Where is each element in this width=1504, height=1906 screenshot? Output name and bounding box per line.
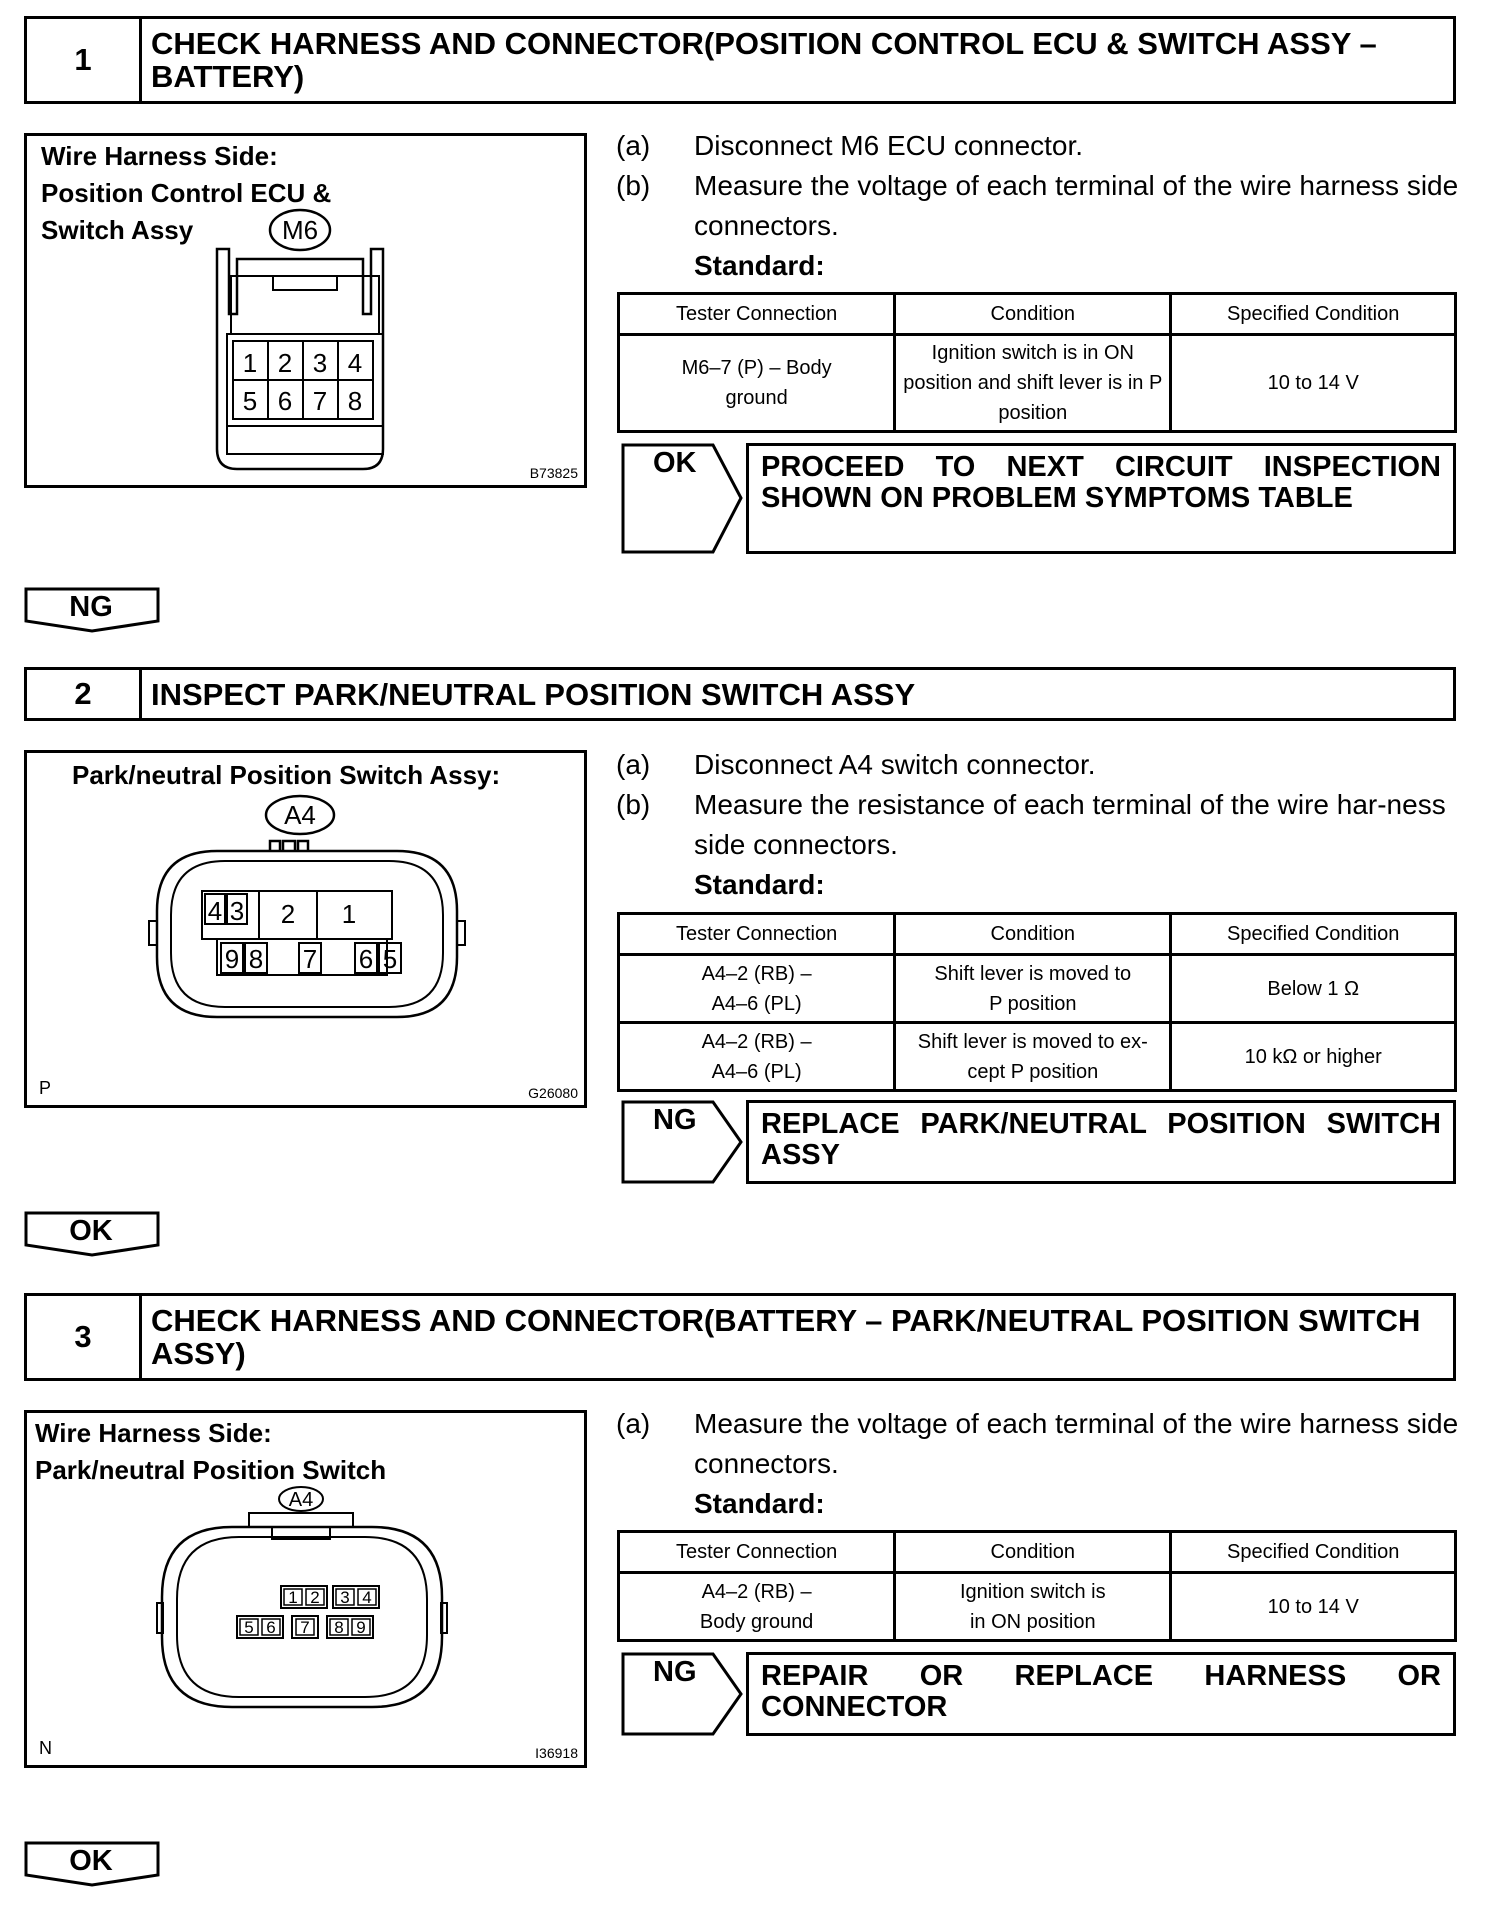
pin-grid	[233, 341, 373, 419]
col-header: Condition	[895, 294, 1171, 335]
col-header: Tester Connection	[619, 914, 895, 955]
figure-tag: P	[39, 1078, 52, 1098]
step-number: 3	[27, 1296, 142, 1378]
pin-label: 7	[300, 1618, 310, 1637]
result-tag: NG	[653, 1104, 697, 1136]
table-cell: A4–2 (RB) – A4–6 (PL)	[619, 955, 895, 1023]
pin-label: 6	[358, 944, 374, 974]
flow-ok: OK	[24, 1841, 164, 1892]
table-cell: 10 kΩ or higher	[1171, 1023, 1456, 1091]
table-cell: Ignition switch is in ON position and shift lever is in P position	[895, 335, 1171, 432]
figure-code: G26080	[528, 1085, 578, 1101]
connector-diagram	[27, 753, 584, 1105]
step-3-figure	[24, 1410, 587, 1768]
pin-label: 5	[382, 944, 398, 974]
standard-label: Standard:	[694, 1488, 825, 1519]
table-row	[619, 1573, 1456, 1641]
pin-label: 7	[302, 944, 318, 974]
table-cell: A4–2 (RB) – Body ground	[619, 1573, 895, 1641]
figure-code: I36918	[535, 1745, 578, 1761]
figure-label: Switch Assy	[41, 215, 194, 245]
table-cell: Ignition switch is in ON position	[895, 1573, 1171, 1641]
step-1-header	[24, 16, 1456, 104]
step-1-result	[621, 443, 1456, 554]
table-cell: Below 1 Ω	[1171, 955, 1456, 1023]
table-header-row	[619, 1532, 1456, 1573]
step-1-figure	[24, 133, 587, 488]
step-title: CHECK HARNESS AND CONNECTOR(POSITION CONTROL ECU & SWITCH ASSY – BATTERY)	[151, 26, 1377, 94]
table-cell: 10 to 14 V	[1171, 1573, 1456, 1641]
figure-label: Position Control ECU &	[41, 178, 332, 208]
pin-label: 8	[347, 386, 363, 416]
pin-label: 5	[244, 1618, 254, 1637]
pin-label: 1	[288, 1588, 298, 1607]
pin-label: 2	[280, 899, 296, 929]
pin-label: 4	[207, 896, 223, 926]
result-text: REPAIR OR REPLACE HARNESS OR CONNECTOR	[746, 1652, 1456, 1736]
flow-ok: OK	[24, 1211, 164, 1262]
standard-label: Standard:	[694, 869, 825, 900]
pin-label: 4	[347, 348, 363, 378]
figure-tag: N	[39, 1738, 52, 1758]
pin-label: 5	[242, 386, 258, 416]
result-tag: OK	[653, 447, 697, 479]
step-3-spec-table	[617, 1530, 1457, 1642]
step-2-instructions	[616, 745, 1466, 905]
pin-label: 8	[248, 944, 264, 974]
step-2-result	[621, 1100, 1456, 1184]
connector-id: M6	[281, 215, 319, 245]
table-row	[619, 1023, 1456, 1091]
pin-label: 2	[310, 1588, 320, 1607]
pin-label: 3	[312, 348, 328, 378]
instruction-a: (a) Disconnect A4 switch connector.	[616, 749, 1096, 780]
figure-code: B73825	[529, 465, 578, 481]
pin-label: 9	[224, 944, 240, 974]
pin-label: 3	[340, 1588, 350, 1607]
col-header: Specified Condition	[1171, 1532, 1456, 1573]
instruction-a: (a) Disconnect M6 ECU connector.	[616, 130, 1084, 161]
col-header: Specified Condition	[1171, 914, 1456, 955]
pin-label: 6	[266, 1618, 276, 1637]
step-2-figure	[24, 750, 587, 1108]
step-number: 2	[27, 670, 142, 718]
step-title: CHECK HARNESS AND CONNECTOR(BATTERY – PARK/NEUTRAL POSITION SWITCH ASSY)	[151, 1303, 1421, 1371]
step-title: INSPECT PARK/NEUTRAL POSITION SWITCH ASSY	[151, 677, 916, 712]
step-1-spec-table	[617, 292, 1457, 433]
table-cell: Shift lever is moved to ex-cept P position	[895, 1023, 1171, 1091]
col-header: Condition	[895, 1532, 1171, 1573]
figure-label: Park/neutral Position Switch	[35, 1455, 387, 1485]
col-header: Condition	[895, 914, 1171, 955]
step-3-result	[621, 1652, 1456, 1736]
col-header: Tester Connection	[619, 294, 895, 335]
table-row	[619, 955, 1456, 1023]
table-cell: Shift lever is moved to P position	[895, 955, 1171, 1023]
table-cell: A4–2 (RB) – A4–6 (PL)	[619, 1023, 895, 1091]
step-number: 1	[27, 19, 142, 101]
result-tag: NG	[653, 1656, 697, 1688]
step-2-spec-table	[617, 912, 1457, 1092]
figure-label: Wire Harness Side:	[35, 1418, 272, 1448]
connector-diagram	[27, 136, 584, 485]
table-cell: 10 to 14 V	[1171, 335, 1456, 432]
pin-label: 7	[312, 386, 328, 416]
pin-grid	[202, 891, 401, 975]
figure-label: Wire Harness Side:	[41, 141, 278, 171]
pin-label: 8	[334, 1618, 344, 1637]
pin-label: 3	[229, 896, 245, 926]
pin-label: 9	[356, 1618, 366, 1637]
pin-label: 1	[242, 348, 258, 378]
pin-label: 6	[277, 386, 293, 416]
col-header: Tester Connection	[619, 1532, 895, 1573]
result-text: PROCEED TO NEXT CIRCUIT INSPECTION SHOWN ON PROBLEM SYMPTOMS TABLE	[746, 443, 1456, 554]
instruction-a: (a) Measure the voltage of each terminal of the wire harness side connectors.	[616, 1408, 1459, 1479]
step-3-instructions	[616, 1404, 1466, 1524]
table-header-row	[619, 914, 1456, 955]
connector-id: A4	[288, 1489, 314, 1511]
result-text: REPLACE PARK/NEUTRAL POSITION SWITCH ASSY	[746, 1100, 1456, 1184]
pin-grid	[237, 1586, 379, 1638]
connector-diagram	[27, 1413, 584, 1765]
flow-ng: NG	[24, 587, 164, 638]
table-cell: M6–7 (P) – Body ground	[619, 335, 895, 432]
pin-label: 1	[341, 899, 357, 929]
standard-label: Standard:	[694, 250, 825, 281]
connector-id: A4	[284, 800, 316, 830]
col-header: Specified Condition	[1171, 294, 1456, 335]
figure-label: Park/neutral Position Switch Assy:	[72, 760, 501, 790]
table-row	[619, 335, 1456, 432]
step-1-instructions	[616, 126, 1466, 286]
step-3-header	[24, 1293, 1456, 1381]
instruction-b: (b) Measure the resistance of each terminal of the wire har-ness side connectors.	[616, 789, 1446, 860]
table-header-row	[619, 294, 1456, 335]
pin-label: 4	[362, 1588, 372, 1607]
step-2-header	[24, 667, 1456, 721]
instruction-b: (b) Measure the voltage of each terminal of the wire harness side connectors.	[616, 170, 1459, 241]
pin-label: 2	[277, 348, 293, 378]
